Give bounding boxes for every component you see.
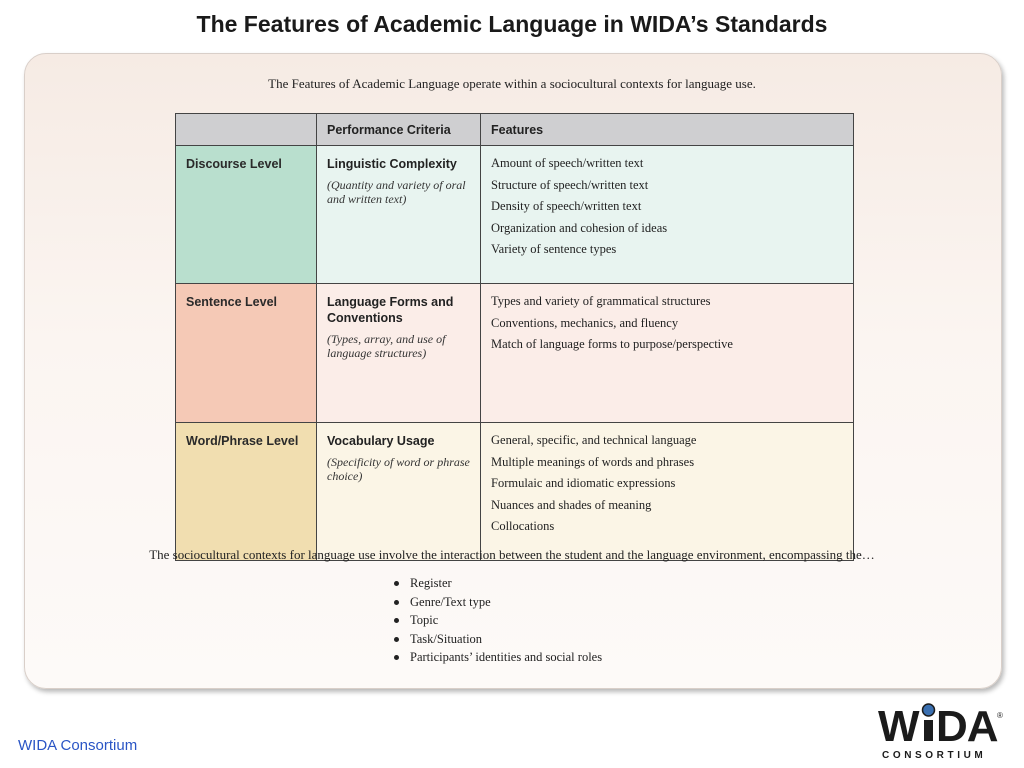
feature-item: Variety of sentence types bbox=[491, 242, 617, 256]
features-cell bbox=[481, 146, 854, 284]
table-row bbox=[176, 146, 854, 284]
slide-title: The Features of Academic Language in WIDA’s Standards bbox=[196, 11, 828, 37]
footer-text: WIDA Consortium bbox=[18, 737, 138, 754]
bullet-icon bbox=[394, 637, 399, 642]
feature-item: Conventions, mechanics, and fluency bbox=[491, 315, 679, 330]
svg-text:DA: DA bbox=[936, 702, 998, 751]
list-item bbox=[392, 648, 602, 667]
feature-item: Formulaic and idiomatic expressions bbox=[491, 476, 676, 490]
feature-item: Structure of speech/written text bbox=[491, 177, 649, 192]
svg-text:®: ® bbox=[997, 711, 1003, 720]
bullet-text: Genre/Text type bbox=[410, 594, 491, 609]
features-cell bbox=[481, 284, 854, 423]
criterion-name: Language Forms and Conventions bbox=[327, 295, 454, 325]
list-item bbox=[392, 630, 602, 649]
bullet-text: Participants’ identities and social roles bbox=[410, 650, 603, 664]
context-bullet-list bbox=[392, 574, 602, 667]
feature-item: Density of speech/written text bbox=[491, 199, 642, 213]
feature-item: General, specific, and technical language bbox=[491, 433, 697, 447]
bullet-text: Task/Situation bbox=[410, 631, 483, 646]
features-cell bbox=[481, 423, 854, 561]
context-text: The sociocultural contexts for language use involve the interaction between the student and the language environment, encompassing the… bbox=[149, 547, 875, 562]
criterion-cell bbox=[317, 146, 481, 284]
table-row bbox=[176, 423, 854, 561]
level-sentence: Sentence Level bbox=[176, 284, 317, 423]
svg-text:CONSORTIUM: CONSORTIUM bbox=[882, 750, 987, 761]
bullet-icon bbox=[394, 581, 399, 586]
level-word-phrase: Word/Phrase Level bbox=[176, 423, 317, 561]
feature-item: Match of language forms to purpose/perspective bbox=[491, 337, 733, 351]
criterion-name: Vocabulary Usage bbox=[327, 434, 435, 448]
feature-item: Organization and cohesion of ideas bbox=[491, 220, 668, 235]
bullet-icon bbox=[394, 655, 399, 660]
bullet-text: Register bbox=[410, 576, 452, 590]
level-discourse: Discourse Level bbox=[176, 146, 317, 284]
feature-item: Nuances and shades of meaning bbox=[491, 497, 652, 512]
intro-text: The Features of Academic Language operate within a sociocultural contexts for language use. bbox=[268, 76, 756, 91]
wida-logo bbox=[876, 700, 1006, 762]
list-item bbox=[392, 574, 602, 593]
features-table bbox=[175, 113, 854, 561]
bullet-icon bbox=[394, 618, 399, 623]
bullet-icon bbox=[394, 600, 399, 605]
list-item bbox=[392, 593, 602, 612]
header-performance-criteria: Performance Criteria bbox=[317, 114, 481, 146]
table-header-row bbox=[176, 114, 854, 146]
svg-text:W: W bbox=[878, 702, 919, 751]
criterion-description: (Types, array, and use of language structures) bbox=[327, 332, 446, 360]
criterion-cell bbox=[317, 423, 481, 561]
bullet-text: Topic bbox=[410, 613, 439, 627]
header-features: Features bbox=[481, 114, 854, 146]
feature-item: Types and variety of grammatical structures bbox=[491, 294, 711, 308]
criterion-description: (Specificity of word or phrase choice) bbox=[327, 455, 470, 483]
criterion-description: (Quantity and variety of oral and written text) bbox=[327, 178, 466, 206]
header-blank-cell bbox=[176, 114, 317, 146]
criterion-cell bbox=[317, 284, 481, 423]
feature-item: Multiple meanings of words and phrases bbox=[491, 454, 695, 469]
criterion-name: Linguistic Complexity bbox=[327, 157, 457, 171]
feature-item: Amount of speech/written text bbox=[491, 156, 644, 170]
table-row bbox=[176, 284, 854, 423]
list-item bbox=[392, 611, 602, 630]
feature-item: Collocations bbox=[491, 519, 555, 533]
